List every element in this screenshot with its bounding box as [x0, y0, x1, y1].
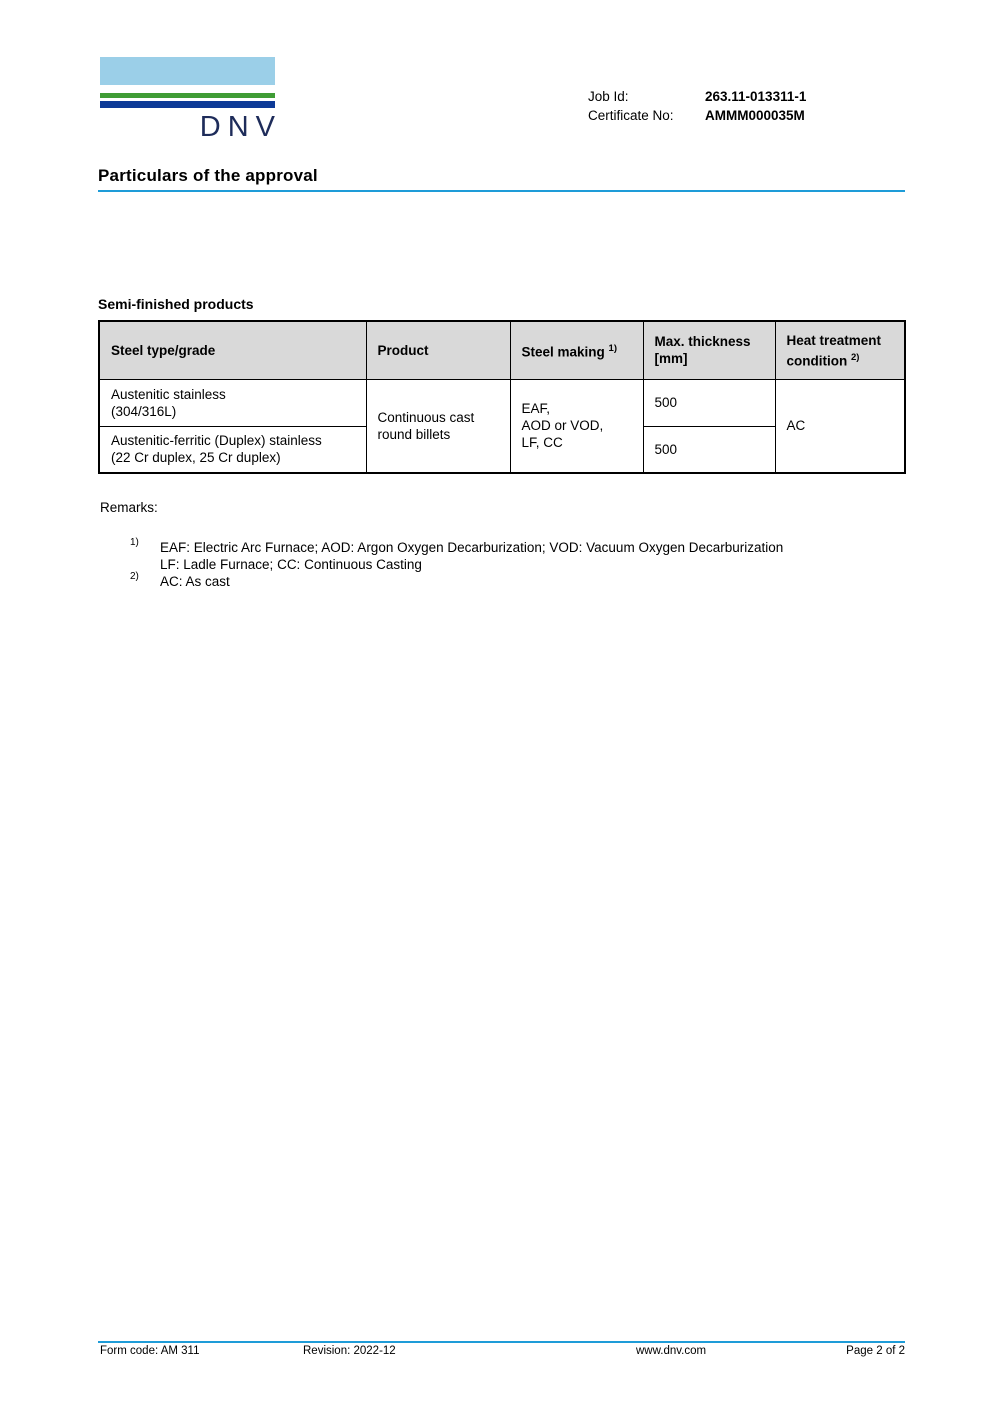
cell-max-thickness-row1: 500: [643, 379, 775, 426]
certificate-no-row: [588, 107, 806, 126]
cell-steel-type-row2: Austenitic-ferritic (Duplex) stainless (22 Cr duplex, 25 Cr duplex): [99, 426, 366, 473]
cell-steel-making: EAF, AOD or VOD, LF, CC: [510, 379, 643, 473]
footer-revision: Revision: 2022-12: [303, 1345, 396, 1357]
footnote-ref-2: 2): [851, 351, 860, 363]
semi-finished-products-table: [98, 320, 906, 474]
table-header-row: [99, 321, 905, 379]
remarks-footnotes: [130, 539, 783, 590]
footnote-ref-1: 1): [608, 343, 617, 354]
footer-website: www.dnv.com: [636, 1345, 707, 1357]
page-title: Particulars of the approval: [98, 166, 318, 185]
certificate-no-value: AMMM000035M: [705, 107, 805, 123]
table-row: [99, 379, 905, 426]
logo-blue-bar: [100, 101, 275, 108]
certificate-no-label: Certificate No:: [588, 107, 674, 123]
document-meta: [588, 88, 806, 125]
footnote-1-marker: 1): [130, 537, 139, 548]
col-header-product: Product: [366, 321, 510, 379]
cell-max-thickness-row2: 500: [643, 426, 775, 473]
remarks-label: Remarks:: [100, 500, 158, 515]
footer-page-number: Page 2 of 2: [846, 1345, 905, 1357]
footer-rule: [98, 1341, 905, 1343]
footer-form-code: Form code: AM 311: [100, 1345, 200, 1357]
job-id-value: 263.11-013311-1: [705, 89, 807, 104]
cell-product: Continuous cast round billets: [366, 379, 510, 473]
col-header-steel-making: Steel making $^{1)}$: [510, 321, 643, 379]
cell-heat-treatment: AC: [775, 379, 905, 473]
col-header-heat-treatment: Heat treatment condition $^{2)}$: [775, 321, 905, 379]
logo-green-bar: [100, 93, 275, 98]
job-id-row: [588, 88, 806, 107]
dnv-logo: [100, 57, 282, 144]
cell-steel-type-row1: Austenitic stainless (304/316L): [99, 379, 366, 426]
section-heading: Semi-finished products: [98, 296, 254, 312]
footer: [98, 1345, 905, 1361]
job-id-label: Job Id:: [588, 89, 629, 104]
footnote-2-text: AC: As cast: [160, 574, 230, 589]
col-header-max-thickness: Max. thickness [mm]: [643, 321, 775, 379]
logo-sky-bar: [100, 57, 275, 85]
dnv-wordmark: DNV: [199, 111, 282, 143]
footnote-1: [130, 539, 783, 573]
title-rule: [98, 190, 905, 192]
footnote-2-marker: 2): [130, 571, 139, 582]
footnote-2: [130, 573, 783, 590]
col-header-steel-type: Steel type/grade: [99, 321, 366, 379]
footnote-1-text: EAF: Electric Arc Furnace; AOD: Argon Oxygen Decarburization; VOD: Vacuum Oxygen Decarburization LF: Ladle Furnace; CC: Continuous Casting: [160, 540, 784, 572]
